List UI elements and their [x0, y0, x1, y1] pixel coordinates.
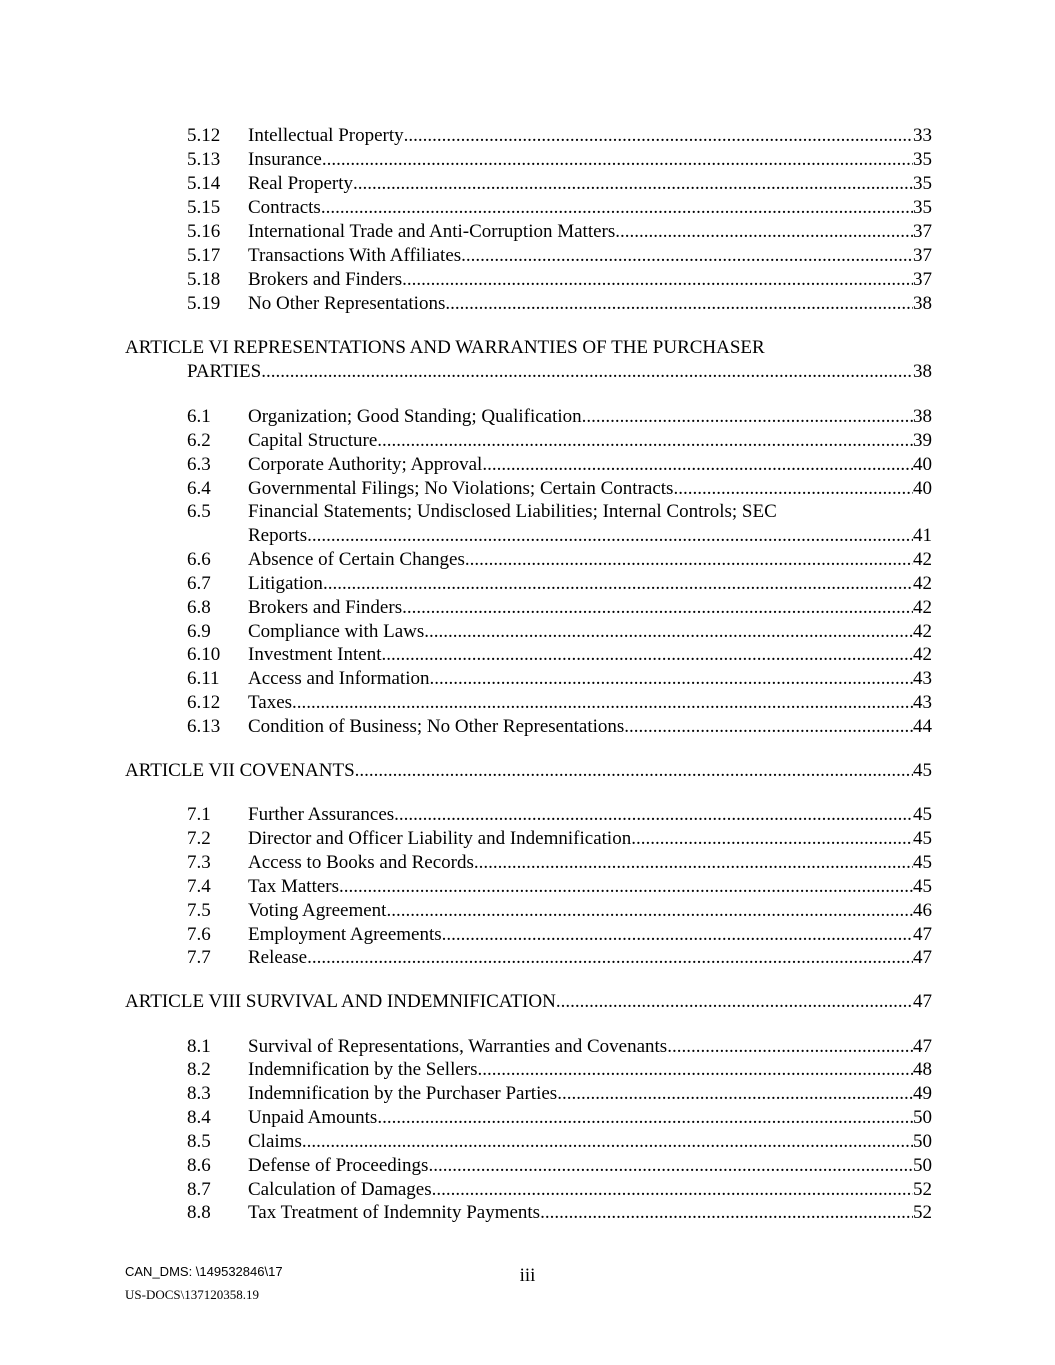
article-heading — [0, 336, 1055, 360]
section-title: Further Assurances — [248, 804, 395, 825]
section-number: 8.4 — [187, 1107, 211, 1128]
page-ref: 47 — [913, 1036, 932, 1057]
page-ref: 52 — [913, 1179, 932, 1200]
section-number: 6.6 — [187, 549, 211, 570]
page-ref: 35 — [913, 149, 932, 170]
toc-entry — [0, 1106, 1055, 1130]
toc-leader — [248, 453, 932, 477]
section-number: 5.14 — [187, 173, 221, 194]
toc-entry — [0, 946, 1055, 970]
page-number: iii — [519, 1265, 536, 1286]
toc-leader — [248, 429, 932, 453]
article-heading-continued — [0, 360, 1055, 384]
section-number: 7.4 — [187, 876, 211, 897]
toc-entry — [0, 1178, 1055, 1202]
section-number: 6.13 — [187, 716, 221, 737]
page-ref: 47 — [913, 947, 932, 968]
toc-leader — [248, 1154, 932, 1178]
page-ref: 42 — [913, 621, 932, 642]
page-ref: 37 — [913, 269, 932, 290]
section-number: 5.15 — [187, 197, 221, 218]
section-title: Release — [248, 947, 308, 968]
page-ref: 42 — [913, 644, 932, 665]
toc-entry — [0, 899, 1055, 923]
section-number: 7.2 — [187, 828, 211, 849]
page-ref: 37 — [913, 221, 932, 242]
section-title: Insurance — [248, 149, 322, 170]
page-ref: 45 — [913, 828, 932, 849]
toc-entry — [0, 453, 1055, 477]
toc-leader — [248, 946, 932, 970]
toc-leader — [248, 851, 932, 875]
page-ref: 38 — [913, 293, 932, 314]
article-title: ARTICLE VI REPRESENTATIONS AND WARRANTIES OF THE PURCHASER — [125, 337, 765, 358]
section-number: 5.12 — [187, 125, 221, 146]
section-number: 5.19 — [187, 293, 221, 314]
toc-entry — [0, 923, 1055, 947]
toc-leader — [248, 620, 932, 644]
section-number: 8.2 — [187, 1059, 211, 1080]
toc-leader — [248, 244, 932, 268]
page-ref: 45 — [913, 760, 932, 781]
section-number: 6.5 — [187, 501, 211, 522]
section-number: 6.1 — [187, 406, 211, 427]
page-ref: 39 — [913, 430, 932, 451]
page-ref: 52 — [913, 1202, 932, 1223]
section-title: Transactions With Affiliates — [248, 245, 462, 266]
toc-leader — [187, 360, 932, 384]
toc-entry — [0, 803, 1055, 827]
toc-leader — [248, 899, 932, 923]
toc-entry — [0, 405, 1055, 429]
toc-leader — [248, 1130, 932, 1154]
page-ref: 46 — [913, 900, 932, 921]
section-number: 8.8 — [187, 1202, 211, 1223]
toc-leader — [125, 990, 932, 1014]
page-ref: 40 — [913, 478, 932, 499]
section-title: Organization; Good Standing; Qualification — [248, 406, 582, 427]
section-title: Brokers and Finders — [248, 597, 403, 618]
toc-entry — [0, 851, 1055, 875]
section-title: Corporate Authority; Approval — [248, 454, 483, 475]
section-title: Access and Information — [248, 668, 430, 689]
toc-entry — [0, 875, 1055, 899]
section-title: Indemnification by the Sellers — [248, 1059, 478, 1080]
toc-leader — [125, 759, 932, 783]
toc-leader — [248, 715, 932, 739]
toc-entry — [0, 620, 1055, 644]
section-title: Absence of Certain Changes — [248, 549, 465, 570]
section-title: Tax Treatment of Indemnity Payments — [248, 1202, 541, 1223]
document-id: US-DOCS\137120358.19 — [125, 1287, 259, 1302]
section-title: Reports — [248, 525, 308, 546]
section-number: 8.3 — [187, 1083, 211, 1104]
section-title: Compliance with Laws — [248, 621, 425, 642]
toc-leader — [248, 1106, 932, 1130]
toc-entry — [0, 715, 1055, 739]
page-ref: 38 — [913, 406, 932, 427]
section-title: Tax Matters — [248, 876, 340, 897]
section-number: 5.18 — [187, 269, 221, 290]
section-number: 6.11 — [187, 668, 220, 689]
section-title: Claims — [248, 1131, 302, 1152]
page-ref: 43 — [913, 668, 932, 689]
toc-leader — [248, 196, 932, 220]
document-id: CAN_DMS: \149532846\17 — [125, 1264, 283, 1279]
section-title: Litigation — [248, 573, 323, 594]
toc-entry — [0, 1082, 1055, 1106]
toc-leader — [248, 923, 932, 947]
page-ref: 47 — [913, 991, 932, 1012]
section-title: Voting Agreement — [248, 900, 387, 921]
article-heading — [0, 759, 1055, 783]
toc-leader — [248, 124, 932, 148]
section-title: International Trade and Anti-Corruption Matters — [248, 221, 616, 242]
toc-entry — [0, 244, 1055, 268]
page-ref: 38 — [913, 361, 932, 382]
toc-entry — [0, 1154, 1055, 1178]
section-title: Defense of Proceedings — [248, 1155, 429, 1176]
section-number: 6.4 — [187, 478, 211, 499]
toc-leader — [248, 268, 932, 292]
section-title: Director and Officer Liability and Indemnification — [248, 828, 632, 849]
toc-entry — [0, 1058, 1055, 1082]
toc-entry — [0, 148, 1055, 172]
article-title: ARTICLE VIII SURVIVAL AND INDEMNIFICATION — [125, 991, 556, 1012]
toc-entry — [0, 429, 1055, 453]
page-ref: 35 — [913, 197, 932, 218]
toc-leader — [248, 477, 932, 501]
section-number: 7.5 — [187, 900, 211, 921]
section-title: Survival of Representations, Warranties and Covenants — [248, 1036, 668, 1057]
section-title: Intellectual Property — [248, 125, 404, 146]
toc-leader — [248, 524, 932, 548]
section-title: Governmental Filings; No Violations; Certain Contracts — [248, 478, 674, 499]
article-title: ARTICLE VII COVENANTS — [125, 760, 355, 781]
toc-leader — [248, 1035, 932, 1059]
toc-leader — [248, 875, 932, 899]
page-ref: 35 — [913, 173, 932, 194]
section-title: Capital Structure — [248, 430, 378, 451]
section-title: Indemnification by the Purchaser Parties — [248, 1083, 558, 1104]
page-ref: 50 — [913, 1107, 932, 1128]
toc-entry — [0, 477, 1055, 501]
toc-entry — [0, 1201, 1055, 1225]
page-ref: 37 — [913, 245, 932, 266]
section-title: Taxes — [248, 692, 293, 713]
toc-leader — [248, 148, 932, 172]
toc-leader — [248, 803, 932, 827]
toc-entry — [0, 596, 1055, 620]
toc-leader — [248, 405, 932, 429]
page-ref: 44 — [913, 716, 932, 737]
toc-entry — [0, 172, 1055, 196]
page-ref: 33 — [913, 125, 932, 146]
toc-leader — [248, 572, 932, 596]
page-ref: 41 — [913, 525, 932, 546]
section-title: Condition of Business; No Other Representations — [248, 716, 625, 737]
section-title: Unpaid Amounts — [248, 1107, 378, 1128]
toc-entry — [0, 667, 1055, 691]
section-title: Access to Books and Records — [248, 852, 474, 873]
toc-leader — [248, 1082, 932, 1106]
section-title: Investment Intent — [248, 644, 382, 665]
page-ref: 50 — [913, 1131, 932, 1152]
toc-leader — [248, 643, 932, 667]
toc-entry — [0, 1035, 1055, 1059]
section-title: Financial Statements; Undisclosed Liabilities; Internal Controls; SEC — [248, 501, 777, 522]
section-number: 6.10 — [187, 644, 221, 665]
toc-leader — [248, 1058, 932, 1082]
toc-leader — [248, 667, 932, 691]
section-number: 7.3 — [187, 852, 211, 873]
section-number: 8.1 — [187, 1036, 211, 1057]
page-ref: 45 — [913, 852, 932, 873]
toc-leader — [248, 1201, 932, 1225]
page-ref: 50 — [913, 1155, 932, 1176]
section-title: Calculation of Damages — [248, 1179, 432, 1200]
toc-leader — [248, 292, 932, 316]
toc-leader — [248, 548, 932, 572]
toc-entry — [0, 500, 1055, 524]
toc-entry — [0, 1130, 1055, 1154]
toc-leader — [248, 220, 932, 244]
page-ref: 42 — [913, 549, 932, 570]
toc-leader — [248, 596, 932, 620]
section-title: Employment Agreements — [248, 924, 442, 945]
section-number: 8.6 — [187, 1155, 211, 1176]
section-number: 6.9 — [187, 621, 211, 642]
section-title: Brokers and Finders — [248, 269, 403, 290]
section-title: Real Property — [248, 173, 354, 194]
page-ref: 43 — [913, 692, 932, 713]
section-number: 5.17 — [187, 245, 221, 266]
section-number: 6.2 — [187, 430, 211, 451]
page-ref: 47 — [913, 924, 932, 945]
toc-entry — [0, 220, 1055, 244]
section-number: 6.3 — [187, 454, 211, 475]
page-ref: 45 — [913, 876, 932, 897]
section-number: 8.5 — [187, 1131, 211, 1152]
section-number: 7.7 — [187, 947, 211, 968]
toc-entry-continued — [0, 524, 1055, 548]
section-number: 7.1 — [187, 804, 211, 825]
section-number: 6.12 — [187, 692, 221, 713]
section-title: No Other Representations — [248, 293, 446, 314]
toc-leader — [248, 1178, 932, 1202]
toc-entry — [0, 292, 1055, 316]
page-ref: 49 — [913, 1083, 932, 1104]
section-number: 6.7 — [187, 573, 211, 594]
toc-entry — [0, 643, 1055, 667]
toc-leader — [248, 172, 932, 196]
section-title: Contracts — [248, 197, 321, 218]
toc-entry — [0, 572, 1055, 596]
toc-entry — [0, 548, 1055, 572]
toc-leader — [248, 691, 932, 715]
toc-leader — [248, 827, 932, 851]
section-number: 7.6 — [187, 924, 211, 945]
section-number: 8.7 — [187, 1179, 211, 1200]
page-ref: 42 — [913, 597, 932, 618]
page-ref: 48 — [913, 1059, 932, 1080]
toc-entry — [0, 196, 1055, 220]
toc-entry — [0, 268, 1055, 292]
article-title: PARTIES — [187, 361, 262, 382]
page-ref: 42 — [913, 573, 932, 594]
toc-entry — [0, 691, 1055, 715]
section-number: 6.8 — [187, 597, 211, 618]
article-heading — [0, 990, 1055, 1014]
toc-entry — [0, 827, 1055, 851]
page-ref: 40 — [913, 454, 932, 475]
toc-entry — [0, 124, 1055, 148]
section-number: 5.13 — [187, 149, 221, 170]
section-number: 5.16 — [187, 221, 221, 242]
page-ref: 45 — [913, 804, 932, 825]
